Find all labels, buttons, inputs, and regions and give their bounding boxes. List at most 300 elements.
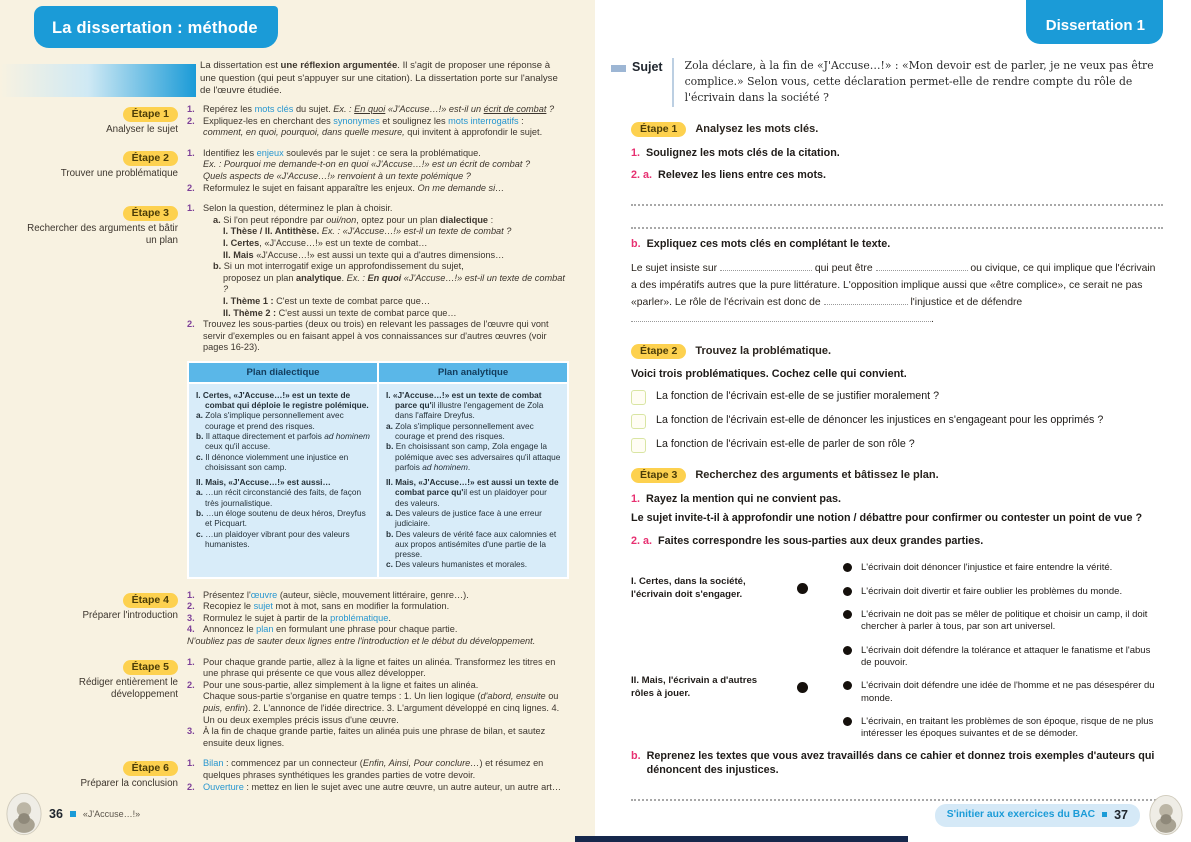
etape-badge: Étape 5	[123, 660, 178, 675]
step-heading	[631, 468, 1163, 483]
match-dot[interactable]	[843, 610, 852, 619]
exercise-item	[631, 146, 1163, 161]
text-segment: Identifiez les	[203, 147, 257, 158]
text-segment: Des valeurs humanistes et morales.	[395, 559, 528, 570]
footer-square-icon	[1102, 812, 1107, 817]
text-segment: N'oubliez pas de sauter deux lignes entre l'introduction et le début du développement.	[187, 636, 536, 647]
text-segment: À la fin de chaque grande partie, faites un alinéa puis une phrase de bilan, et sautez ensuite deux lignes.	[203, 726, 546, 748]
step-line	[187, 104, 568, 116]
bac-banner	[935, 804, 1140, 827]
step-line	[187, 636, 568, 648]
table-line	[196, 410, 371, 431]
step-line	[187, 159, 568, 171]
item-number: 3.	[187, 612, 195, 623]
checkbox-label: La fonction de l'écrivain est-elle de dénoncer les injustices en s'engageant pour les opprimés ?	[656, 413, 1104, 426]
text-segment: Expliquez ces mots clés en complétant le texte.	[646, 237, 891, 250]
text-segment: Des valeurs de vérité face aux calomnies et aux propos antisémites d'une partie de la presse.	[395, 528, 557, 560]
matching-left-item	[631, 576, 843, 601]
match-dot[interactable]	[797, 682, 808, 693]
matching-option	[843, 562, 1163, 574]
step-body	[187, 148, 568, 194]
step-heading-title: Trouvez la problématique.	[695, 345, 832, 358]
matching-left-column	[631, 562, 843, 740]
text-segment: Repérez les	[203, 104, 255, 114]
text-segment: …un éloge soutenu de deux héros, Dreyfus et Picquart.	[205, 507, 366, 529]
sujet-marker	[611, 65, 626, 72]
etape-badge: Étape 4	[123, 593, 178, 608]
step-side	[16, 203, 187, 581]
step-line	[187, 613, 568, 625]
table-line	[196, 529, 371, 550]
text-segment: Recopiez le	[203, 601, 254, 612]
plan-table-cell	[189, 384, 377, 577]
zola-stamp-icon	[1149, 794, 1183, 836]
text-segment: I. «J'Accuse…!» est un texte de combat parce qu'	[386, 389, 542, 411]
step-line	[187, 250, 568, 262]
dissertation-tab: Dissertation 1	[1026, 0, 1163, 44]
text-segment: soulevés par le sujet : ce sera la problématique.	[283, 147, 481, 158]
text-segment: ceux qu'il accuse.	[205, 441, 271, 452]
sujet-block	[631, 58, 1163, 107]
step-line	[187, 782, 568, 794]
text-segment: ) et résumez en quelques phrases synthétiques les grandes parties de votre devoir.	[203, 758, 544, 780]
text-segment: et soulignez les	[379, 115, 449, 126]
text-segment: écrit de combat	[483, 104, 547, 114]
text-segment: c.	[196, 451, 206, 462]
text-segment: Il attaque directement et parfois	[205, 431, 325, 441]
matching-option-label: L'écrivain doit défendre la tolérance et attaquer le fanatisme et l'abus de pouvoir.	[861, 644, 1151, 669]
fill-blank[interactable]	[824, 295, 908, 305]
match-dot[interactable]	[843, 717, 852, 726]
text-segment: Ex. :	[333, 104, 355, 114]
text-segment: a.	[213, 214, 224, 225]
matching-option	[843, 680, 1163, 705]
step-side	[16, 657, 187, 750]
text-segment: , optez pour un plan	[356, 214, 441, 225]
fill-blank[interactable]	[720, 261, 812, 271]
bottom-bar	[575, 836, 908, 842]
step-heading-title: Recherchez des arguments et bâtissez le plan.	[695, 469, 939, 482]
step-line	[187, 238, 568, 250]
item-number: 2.	[187, 115, 195, 126]
text-segment: .	[467, 461, 471, 472]
step-line	[187, 680, 568, 692]
text-segment: a.	[386, 507, 396, 518]
text-segment: En quoi	[367, 272, 402, 283]
step-line	[187, 308, 568, 320]
table-line	[386, 390, 561, 421]
text-segment: Faites correspondre les sous-parties aux deux grandes parties.	[658, 534, 984, 547]
step-side-label: Trouver une problématique	[60, 167, 178, 179]
text-segment: ou civique, ce qui implique que l'écrivain a des impératifs autres que la pure littérature. L'opposition implique aussi que «être complice», ce serait ne pas «parler». Le rôle de l'écrivain est donc de	[631, 263, 1156, 308]
fill-blank[interactable]	[631, 312, 931, 322]
text-segment: Rayez la mention qui ne convient pas.	[646, 492, 842, 505]
text-segment: ?	[546, 104, 555, 114]
text-segment: Zola s'implique personnellement avec courage et prend des risques.	[205, 410, 344, 431]
matching-option-label: L'écrivain doit dénoncer l'injustice et faire entendre la vérité.	[861, 562, 1113, 574]
etape-badge: Étape 6	[123, 761, 178, 776]
step-line	[187, 215, 568, 227]
text-segment: Si l'on peut répondre par	[223, 214, 327, 225]
problematique-option	[631, 414, 1163, 429]
text-segment: a.	[196, 487, 206, 498]
exercise-item	[631, 511, 1163, 526]
text-segment: Rormulez le sujet à partir de la	[203, 612, 331, 623]
matching-left-item	[631, 675, 843, 700]
text-segment: Ex. : «J'Accuse…!» est-il un texte de combat ?	[321, 226, 512, 237]
matching-option	[843, 645, 1163, 670]
exercise-item	[631, 168, 1163, 183]
text-segment: Des valeurs de justice face à une erreur judiciaire.	[395, 507, 542, 529]
footer-left	[6, 792, 140, 836]
checkbox[interactable]	[631, 438, 646, 453]
zola-stamp-icon	[6, 792, 42, 836]
text-segment: :	[488, 214, 494, 225]
text-segment: Il dénonce violemment une injustice en choisissant son camp.	[205, 451, 349, 472]
problematique-option	[631, 438, 1163, 453]
text-segment: comment, en quoi, pourquoi, dans quelle mesure,	[203, 127, 405, 138]
footer-square-icon	[70, 811, 76, 817]
item-number: 2.	[187, 781, 195, 792]
step-side-label: Préparer la conclusion	[80, 778, 178, 790]
step-block	[16, 758, 568, 793]
etape-badge: Étape 2	[631, 344, 686, 359]
checkbox-label: La fonction de l'écrivain est-elle de se justifier moralement ?	[656, 389, 940, 402]
matching-option	[843, 609, 1163, 634]
step-body	[187, 104, 568, 139]
plan-table-header: Plan analytique	[379, 363, 567, 382]
item-number: 2.	[187, 679, 195, 690]
text-segment: ou	[545, 691, 559, 702]
matching-option-label: L'écrivain doit défendre une idée de l'homme et ne pas désespérer du monde.	[861, 680, 1155, 704]
text-segment: : mettez en lien le sujet avec une autre œuvre, un autre auteur, un autre art…	[243, 781, 562, 792]
item-number: 1.	[631, 492, 641, 505]
exercise-item	[631, 237, 1163, 252]
text-segment: qui invitent à approfondir le sujet.	[404, 127, 543, 138]
text-segment: c.	[196, 528, 206, 539]
text-segment: a.	[386, 420, 396, 431]
match-dot[interactable]	[843, 587, 852, 596]
text-segment: II. Mais, «J'Accuse…!» est aussi un texte de combat parce qu'	[386, 477, 559, 498]
text-segment: Zola s'implique personnellement avec courage et prend des risques.	[395, 420, 534, 441]
page-number-right: 37	[1114, 807, 1128, 822]
text-segment: Soulignez les mots clés de la citation.	[646, 146, 840, 159]
step-side-label: Rédiger entièrement le développement	[78, 676, 178, 700]
text-segment: Ex. : Pourquoi me demande-t-on en quoi «J'Accuse…!» est un écrit de combat ?	[203, 159, 531, 170]
item-number: 3.	[187, 726, 195, 737]
step-line	[187, 127, 568, 139]
text-segment: Ouverture	[203, 781, 244, 792]
text-segment: II. Mais, «J'Accuse…!» est aussi…	[196, 477, 331, 488]
text-segment: Voici trois problématiques. Cochez celle qui convient.	[631, 367, 907, 380]
text-segment: ). 2. L'annonce de l'idée directrice. 3. L'argument développé en cinq lignes. 4. Un ou deux exemples précis issus d'une œuvre.	[203, 703, 560, 725]
text-segment: plan	[256, 624, 274, 635]
step-block	[16, 104, 568, 139]
step-line	[187, 319, 568, 354]
fill-blank[interactable]	[876, 261, 968, 271]
text-segment: ad hominem	[422, 461, 468, 472]
text-segment: c.	[386, 559, 396, 570]
matching-option-label: L'écrivain, en traitant les problèmes de son époque, risque de ne plus intéresser les époques suivantes et de se démoder.	[861, 716, 1154, 740]
text-segment: (auteur, siècle, mouvement littéraire, genre…).	[277, 589, 469, 600]
item-number: 2. a.	[631, 534, 653, 547]
item-number: b.	[631, 237, 641, 250]
step-side	[16, 104, 187, 139]
footer-right	[935, 794, 1183, 836]
method-title-tab: La dissertation : méthode	[34, 6, 278, 48]
plan-table	[187, 361, 569, 579]
text-segment: il est un plaidoyer pour des valeurs.	[395, 487, 547, 508]
step-line	[187, 590, 568, 602]
text-segment: a.	[196, 410, 206, 421]
text-segment: sujet	[253, 601, 273, 612]
etape-badge: Étape 1	[631, 122, 686, 137]
step-side-label: Analyser le sujet	[106, 124, 178, 135]
item-number: 1.	[187, 203, 195, 214]
table-line	[196, 508, 371, 529]
text-segment: b.	[196, 507, 206, 518]
step-heading-title: Analysez les mots clés.	[695, 123, 819, 136]
text-segment: il illustre l'engagement de Zola dans l'affaire Dreyfus.	[395, 400, 544, 421]
text-segment: On me demande si…	[417, 182, 505, 193]
etape-badge: Étape 1	[123, 107, 178, 122]
text-segment: Expliquez-les en cherchant des	[203, 115, 334, 126]
text-segment: Le sujet invite-t-il à approfondir une notion / débattre pour confirmer ou contester un point de vue ?	[631, 512, 1143, 525]
step-block	[16, 148, 568, 194]
item-number: 4.	[187, 624, 195, 635]
exercise-item	[631, 534, 1163, 549]
text-segment: synonymes	[333, 115, 380, 126]
plan-table-header: Plan dialectique	[189, 363, 377, 382]
text-segment: Ex. :	[346, 272, 368, 283]
matching-option-label: L'écrivain ne doit pas se mêler de politique et choisir un camp, il doit chercher à parler à tous, par son art universel.	[861, 609, 1148, 633]
text-segment: Bilan	[203, 758, 224, 769]
answer-line[interactable]	[631, 191, 1163, 206]
item-number: b.	[631, 749, 641, 762]
step-side	[16, 758, 187, 793]
exercise-blocks	[631, 122, 1163, 801]
text-segment: problématique	[330, 612, 389, 623]
text-segment: …un plaidoyer vibrant pour des valeurs humanistes.	[205, 528, 350, 549]
step-line	[187, 226, 568, 238]
step-body	[187, 657, 568, 750]
table-line	[386, 508, 561, 529]
step-block	[16, 590, 568, 648]
answer-line[interactable]	[631, 214, 1163, 229]
table-line	[196, 431, 371, 452]
item-number: 1.	[631, 146, 641, 159]
text-segment: oui/non	[326, 214, 357, 225]
text-segment: I. Certes, «J'Accuse…!» est un texte de combat qui déploie le registre polémique.	[196, 389, 369, 411]
step-line	[187, 183, 568, 195]
step-line	[187, 691, 568, 726]
text-segment: Pour une sous-partie, allez simplement à la ligne et faites un alinéa.	[203, 679, 479, 690]
match-dot[interactable]	[843, 681, 852, 690]
item-number: 2.	[187, 319, 195, 330]
text-segment: d'abord, ensuite	[480, 691, 546, 702]
page-number-left: 36	[49, 807, 63, 821]
matching-option-label: L'écrivain doit divertir et faire oublier les problèmes du monde.	[861, 585, 1123, 597]
text-segment: II. Thème 2 :	[223, 307, 279, 318]
step-line	[187, 726, 568, 749]
plan-table-cell	[379, 384, 567, 577]
step-line	[187, 171, 568, 183]
page-exercise	[595, 0, 1191, 842]
text-segment: C'est un texte de combat parce que…	[276, 295, 431, 306]
text-segment: b.	[213, 261, 224, 272]
text-segment: mots interrogatifs	[448, 115, 519, 126]
text-segment: proposez un plan	[223, 272, 297, 283]
text-segment: .	[931, 313, 934, 325]
exercise-item	[631, 492, 1163, 507]
etape-badge: Étape 3	[123, 206, 178, 221]
match-dot[interactable]	[797, 583, 808, 594]
table-line	[196, 487, 371, 508]
text-segment: une réflexion argumentée	[280, 60, 398, 71]
text-segment: en formulant une phrase pour chaque partie.	[273, 624, 458, 635]
etape-badge: Étape 2	[123, 151, 178, 166]
step-line	[187, 758, 568, 781]
item-number: 2.	[187, 182, 195, 193]
item-number: 1.	[187, 104, 195, 114]
step-line	[187, 203, 568, 215]
text-segment: , «J'Accuse…!» est un texte de combat…	[259, 237, 428, 248]
matching-left-label: I. Certes, dans la société, l'écrivain doit s'engager.	[631, 576, 746, 600]
text-segment: …un récit circonstancié des faits, de façon très journalistique.	[205, 487, 362, 508]
step-side	[16, 590, 187, 648]
step-side-label: Rechercher des arguments et bâtir un plan	[27, 223, 178, 247]
step-heading	[631, 344, 1163, 359]
fill-text	[631, 261, 1163, 328]
text-segment: I. Thèse / II. Antithèse.	[223, 226, 322, 237]
exercise-item	[631, 368, 1163, 380]
etape-badge: Étape 3	[631, 468, 686, 483]
table-line	[386, 529, 561, 560]
item-number: 1.	[187, 589, 195, 600]
step-line	[187, 273, 568, 296]
text-segment: «J'Accuse…!» est-il un texte de combat ?	[223, 272, 565, 295]
table-line	[196, 390, 371, 411]
text-segment: b.	[196, 431, 206, 441]
text-segment: œuvre	[250, 589, 278, 600]
text-segment: Présentez l'	[203, 589, 251, 600]
table-line	[386, 477, 561, 508]
exercise-content	[631, 58, 1163, 806]
text-segment: Relevez les liens entre ces mots.	[658, 169, 827, 182]
footer-book-title: «J'Accuse…!»	[82, 809, 141, 819]
text-segment: II. Mais	[223, 249, 254, 260]
sujet-divider	[672, 58, 674, 107]
text-segment: I. Thème 1 :	[223, 295, 277, 306]
step-heading	[631, 122, 1163, 137]
text-segment: Chaque sous-partie s'organise en quatre temps : 1. Un lien logique (	[203, 691, 481, 702]
matching-exercise	[631, 562, 1163, 740]
text-segment: En choisissant son camp, Zola engage la polémique avec ses adversaires qu'il attaque parfois	[395, 441, 561, 472]
text-segment: b.	[386, 528, 396, 539]
step-line	[187, 624, 568, 636]
step-line	[187, 601, 568, 613]
item-number: 1.	[187, 656, 195, 667]
gradient-bar	[0, 64, 196, 97]
step-line	[187, 116, 568, 128]
step-body	[187, 758, 568, 793]
step-side	[16, 148, 187, 194]
matching-options-column	[843, 562, 1163, 740]
text-segment: :	[518, 115, 524, 126]
text-segment: Reprenez les textes que vous avez travaillés dans ce cahier et donnez trois exemples d'auteurs qui dénoncent des injustices.	[646, 749, 1155, 777]
problematique-option	[631, 390, 1163, 405]
matching-left-label: II. Mais, l'écrivain a d'autres rôles à jouer.	[631, 675, 758, 699]
text-segment: Si un mot interrogatif exige un approfondissement du sujet,	[223, 261, 464, 272]
matching-option	[843, 586, 1163, 598]
text-segment: analytique	[296, 272, 342, 283]
step-line	[187, 148, 568, 160]
text-segment: : commencez par un connecteur (	[223, 758, 363, 769]
item-number: 1.	[187, 147, 195, 158]
checkbox[interactable]	[631, 390, 646, 405]
text-segment: l'injustice et de défendre	[907, 296, 1023, 308]
item-number: 1.	[187, 758, 195, 769]
text-segment: b.	[386, 441, 396, 452]
checkbox[interactable]	[631, 414, 646, 429]
sujet-label: Sujet	[632, 60, 663, 74]
step-line	[187, 296, 568, 308]
text-segment: Selon la question, déterminez le plan à choisir.	[203, 203, 393, 214]
table-line	[386, 559, 561, 569]
item-number: 2. a.	[631, 169, 653, 182]
text-segment: enjeux	[256, 147, 284, 158]
text-segment: Reformulez le sujet en faisant apparaître les enjeux.	[203, 182, 418, 193]
step-side-label: Préparer l'introduction	[82, 609, 178, 621]
text-segment: ad hominem	[324, 431, 370, 441]
text-segment: dialectique	[440, 214, 489, 225]
match-dot[interactable]	[843, 646, 852, 655]
text-segment: En quoi	[354, 104, 386, 114]
table-line	[386, 441, 561, 472]
matching-option	[843, 716, 1163, 741]
step-block	[16, 657, 568, 750]
match-dot[interactable]	[843, 563, 852, 572]
text-segment: Trouvez les sous-parties (deux ou trois) en relevant les passages de l'œuvre qui vont servir d'exemples ou en faisant appel à vos connaissances sur d'autres œuvres (voir pages 16-23).	[203, 319, 549, 353]
text-segment: mots clés	[254, 104, 294, 114]
item-number: 2.	[187, 601, 195, 612]
text-segment: Quels aspects de «J'Accuse…!» renvoient à un texte polémique ?	[203, 170, 471, 181]
text-segment: Le sujet insiste sur	[631, 263, 720, 275]
text-segment: puis, enfin	[203, 703, 245, 713]
step-line	[187, 261, 568, 273]
text-segment: Pour chaque grande partie, allez à la ligne et faites un alinéa. Transformez les titres en une phrase qui présente ce que vous allez développer.	[203, 656, 556, 679]
text-segment: .	[341, 272, 347, 283]
text-segment: .	[388, 612, 391, 623]
steps-list	[16, 104, 568, 793]
sujet-text: Zola déclare, à la fin de «J'Accuse…!» : «Mon devoir est de parler, je ne veux pas être complice.» Selon vous, cette déclaration permet-elle de rendre compte du rôle de l'écrivain dans la société ?	[684, 59, 1154, 105]
table-line	[386, 421, 561, 442]
checkbox-label: La fonction de l'écrivain est-elle de parler de son rôle ?	[656, 437, 915, 450]
text-segment: qui peut être	[811, 263, 876, 275]
exercise-item	[631, 749, 1163, 778]
text-segment: Enfin, Ainsi, Pour conclure…	[362, 758, 480, 769]
text-segment: Annoncez le	[203, 624, 257, 635]
intro-paragraph	[200, 60, 568, 98]
step-block	[16, 203, 568, 581]
text-segment: I. Certes	[223, 237, 260, 248]
step-line	[187, 657, 568, 680]
text-segment: mot à mot, sans en modifier la formulation.	[272, 601, 450, 612]
text-segment: du sujet.	[293, 104, 334, 114]
table-line	[196, 477, 371, 487]
text-segment: C'est aussi un texte de combat parce que…	[278, 307, 457, 318]
step-body	[187, 590, 568, 648]
